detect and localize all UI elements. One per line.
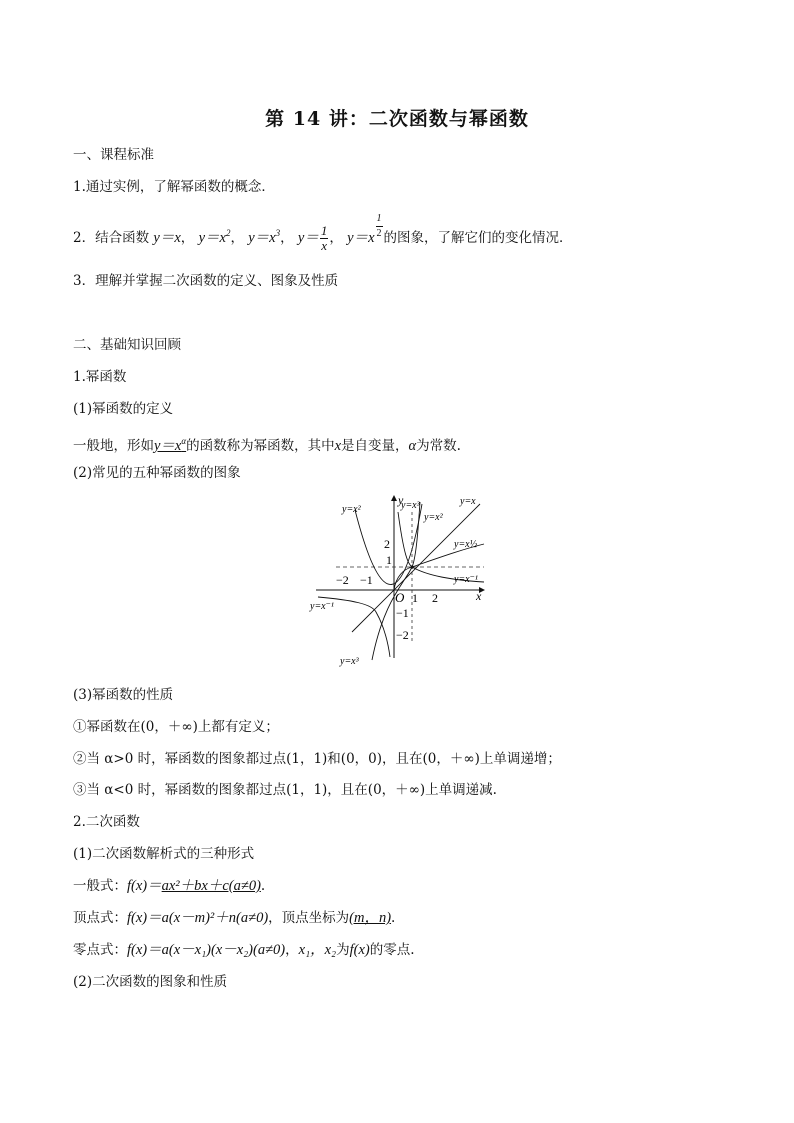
- tick-y-neg1: −1: [396, 606, 409, 620]
- func-y-sqrt: y＝x $\frac{1}{2}$: [347, 213, 382, 246]
- standard-item-1: 1.通过实例，了解幂函数的概念．: [73, 179, 275, 195]
- label-y-sqrt: y=x½: [454, 539, 478, 550]
- power-def-formula: $y=x^\alpha$: [154, 436, 187, 454]
- label-y-x2-inner: y=x²: [424, 512, 443, 523]
- item2-prefix: 2．结合函数: [73, 230, 150, 246]
- quadratic-vertex-form: 顶点式：f(x)＝a(x－m)²＋n(a≠0)，顶点坐标为(m，n).: [73, 910, 396, 926]
- sep-3: ，: [280, 230, 294, 246]
- general-form-formula: ax²＋bx＋c(a≠0): [161, 878, 261, 894]
- power-graph-title: (2)常见的五种幂函数的图象: [73, 465, 241, 481]
- sep-2: ，: [230, 230, 244, 246]
- vertex-coordinate: (m，n): [349, 910, 392, 926]
- label-y-x3-bottom: y=x³: [340, 656, 359, 667]
- func-y-x: y＝x: [153, 230, 181, 246]
- page-title: 第 14 讲：二次函数与幂函数: [265, 108, 529, 130]
- tick-y-1: 1: [386, 553, 392, 567]
- power-prop-2: ②当 α>0 时，幂函数的图象都过点(1，1)和(0，0)，且在(0，＋∞)上单调递增；: [73, 751, 561, 767]
- curve-y-x: [352, 504, 480, 632]
- power-function-graph: [308, 492, 490, 672]
- origin-label: O: [395, 590, 405, 605]
- quadratic-general-form: 一般式：f(x)＝ax²＋bx＋c(a≠0).: [73, 878, 266, 894]
- func-y-x3: $y=x^3$: [248, 228, 281, 246]
- label-y-inv-right: y=x⁻¹: [454, 574, 478, 585]
- power-props-title: (3)幂函数的性质: [73, 687, 174, 703]
- label-y-x: y=x: [460, 496, 476, 507]
- power-graph-svg: [308, 492, 490, 672]
- func-y-x2: $y=x^2$: [198, 228, 231, 246]
- tick-y-2: 2: [384, 537, 390, 551]
- sep-4: ，: [329, 230, 343, 246]
- quadratic-forms-title: (1)二次函数解析式的三种形式: [73, 846, 255, 862]
- subsection-power-function: 1.幂函数: [73, 369, 127, 385]
- tick-x-neg2: −2: [336, 573, 349, 587]
- tick-x-1: 1: [412, 591, 418, 605]
- point-1-1: [410, 565, 413, 568]
- power-def-text: 一般地，形如$y=x^\alpha$的函数称为幂函数，其中x是自变量，α为常数.: [73, 436, 461, 454]
- label-y-x2: y=x²: [342, 504, 361, 515]
- tick-y-neg2: −2: [396, 628, 409, 642]
- power-prop-3: ③当 α<0 时，幂函数的图象都过点(1，1)，且在(0，＋∞)上单调递减.: [73, 782, 497, 798]
- item2-suffix: 的图象，了解它们的变化情况．: [383, 230, 573, 246]
- quadratic-zero-form: 零点式：f(x)＝a(x－x₁)(x－x₂)(a≠0)，x₁，x₂为f(x)的零点.: [73, 942, 415, 958]
- sep-1: ，: [180, 230, 195, 246]
- axis-label-x: x: [476, 589, 482, 603]
- label-y-inv-left: y=x⁻¹: [310, 601, 334, 612]
- standard-item-2: [73, 212, 573, 252]
- power-def-title: (1)幂函数的定义: [73, 401, 174, 417]
- tick-x-neg1: −1: [360, 573, 373, 587]
- quadratic-graph-title: (2)二次函数的图象和性质: [73, 974, 228, 990]
- label-y-x3-top: y=x³: [401, 500, 420, 511]
- axis-label-y: y: [398, 493, 404, 507]
- power-prop-1: ①幂函数在(0，＋∞)上都有定义；: [73, 719, 279, 735]
- subsection-quadratic: 2.二次函数: [73, 814, 140, 830]
- standard-item-3: 3．理解并掌握二次函数的定义、图象及性质: [73, 273, 339, 289]
- section-heading-standards: 一、课程标准: [73, 147, 154, 163]
- func-y-inv: y＝ $\frac{1}{x}$: [297, 223, 328, 254]
- section-heading-review: 二、基础知识回顾: [73, 337, 181, 353]
- tick-x-2: 2: [432, 591, 438, 605]
